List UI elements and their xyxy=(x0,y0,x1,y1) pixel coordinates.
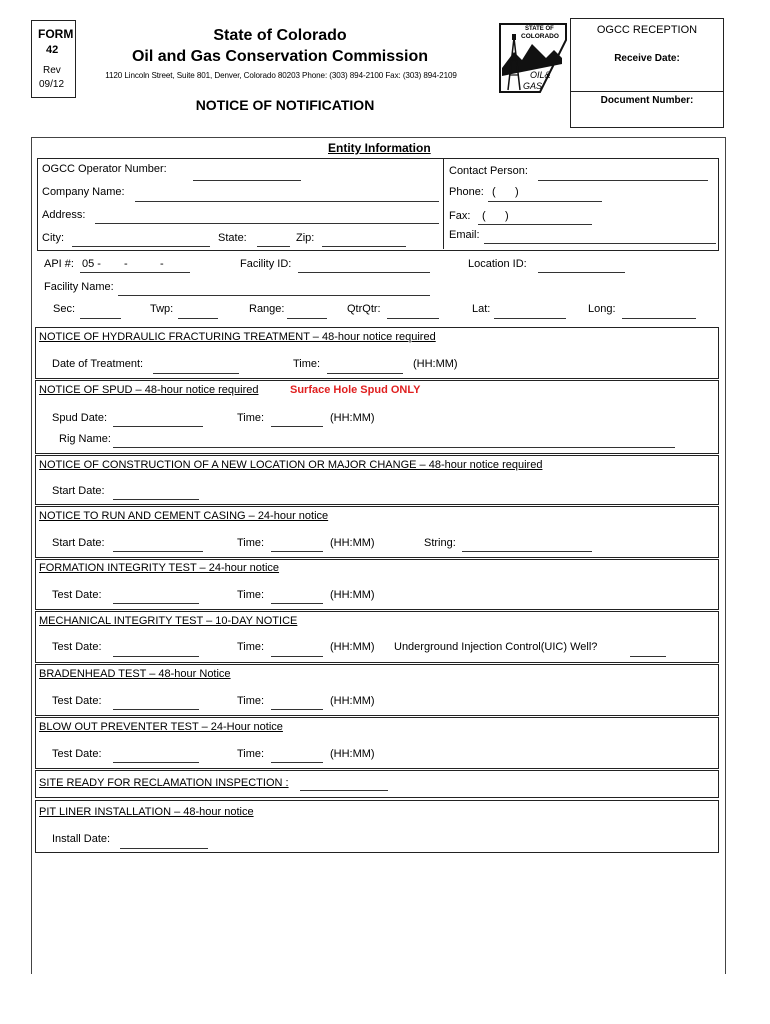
casing-date-label: Start Date: xyxy=(52,537,105,549)
location-id-label: Location ID: xyxy=(468,258,527,270)
rig-name-field[interactable] xyxy=(113,447,675,448)
long-label: Long: xyxy=(588,303,616,315)
pit-date-field[interactable] xyxy=(120,848,208,849)
fax-field[interactable] xyxy=(478,224,592,225)
api-field[interactable] xyxy=(80,272,190,273)
form-number: 42 xyxy=(46,44,59,56)
location-id-field[interactable] xyxy=(538,272,625,273)
bop-time-label: Time: xyxy=(237,748,265,760)
fax-label: Fax: xyxy=(449,210,471,222)
operator-number-field[interactable] xyxy=(193,180,301,181)
logo-oil: OIL& xyxy=(530,70,551,80)
frac-date-field[interactable] xyxy=(153,373,239,374)
api-prefix: 05 - xyxy=(82,258,101,270)
form-number-box xyxy=(31,20,76,98)
mechanical-date-field[interactable] xyxy=(113,656,199,657)
qtrqtr-field[interactable] xyxy=(387,318,439,319)
bradenhead-title: BRADENHEAD TEST – 48-hour Notice xyxy=(39,668,231,680)
uic-well-label: Underground Injection Control(UIC) Well? xyxy=(394,641,598,653)
contact-person-label: Contact Person: xyxy=(449,165,528,177)
logo-state-of: STATE OF xyxy=(525,26,554,32)
zip-field[interactable] xyxy=(322,246,406,247)
reclamation-field[interactable] xyxy=(300,790,388,791)
phone-area-open: ( xyxy=(492,186,496,198)
twp-label: Twp: xyxy=(150,303,174,315)
long-field[interactable] xyxy=(622,318,696,319)
api-dash-1: - xyxy=(124,258,128,270)
email-label: Email: xyxy=(449,229,480,241)
city-field[interactable] xyxy=(72,246,210,247)
facility-name-label: Facility Name: xyxy=(44,281,114,293)
address-field[interactable] xyxy=(95,223,439,224)
rev-date: 09/12 xyxy=(39,79,65,90)
fax-area-close: ) xyxy=(505,210,509,222)
address-label: Address: xyxy=(42,209,86,221)
twp-field[interactable] xyxy=(178,318,218,319)
spud-note: Surface Hole Spud ONLY xyxy=(290,384,421,396)
lat-field[interactable] xyxy=(494,318,566,319)
phone-area-close: ) xyxy=(515,186,519,198)
company-name-label: Company Name: xyxy=(42,186,125,198)
facility-id-field[interactable] xyxy=(298,272,430,273)
range-label: Range: xyxy=(249,303,285,315)
contact-person-field[interactable] xyxy=(538,180,708,181)
reception-divider xyxy=(571,91,723,92)
casing-time-field[interactable] xyxy=(271,551,323,552)
spud-date-field[interactable] xyxy=(113,426,203,427)
frac-time-label: Time: xyxy=(293,358,321,370)
api-label: API #: xyxy=(44,258,74,270)
frac-hhmm: (HH:MM) xyxy=(413,358,458,370)
mechanical-time-field[interactable] xyxy=(271,656,323,657)
ogcc-logo xyxy=(496,20,570,96)
city-label: City: xyxy=(42,232,64,244)
bop-date-label: Test Date: xyxy=(52,748,102,760)
spud-title: NOTICE OF SPUD – 48-hour notice required xyxy=(39,384,259,396)
bop-date-field[interactable] xyxy=(113,762,199,763)
frac-title: NOTICE OF HYDRAULIC FRACTURING TREATMENT – 48-hour notice required xyxy=(39,331,436,343)
construction-title: NOTICE OF CONSTRUCTION OF A NEW LOCATION OR MAJOR CHANGE – 48-hour notice required xyxy=(39,459,543,471)
facility-id-label: Facility ID: xyxy=(240,258,292,270)
bradenhead-time-field[interactable] xyxy=(271,709,323,710)
casing-hhmm: (HH:MM) xyxy=(330,537,375,549)
uic-well-field[interactable] xyxy=(630,656,666,657)
state-title: State of Colorado xyxy=(213,27,347,44)
construction-date-label: Start Date: xyxy=(52,485,105,497)
email-field[interactable] xyxy=(484,243,716,244)
rev-label: Rev xyxy=(43,65,61,76)
phone-field[interactable] xyxy=(488,201,602,202)
receive-date-label: Receive Date: xyxy=(614,53,680,64)
bop-title: BLOW OUT PREVENTER TEST – 24-Hour notice xyxy=(39,721,283,733)
mechanical-date-label: Test Date: xyxy=(52,641,102,653)
facility-name-field[interactable] xyxy=(118,295,430,296)
form-label: FORM xyxy=(38,27,74,41)
operator-number-label: OGCC Operator Number: xyxy=(42,163,167,175)
api-dash-2: - xyxy=(160,258,164,270)
formation-time-label: Time: xyxy=(237,589,265,601)
reception-box xyxy=(570,18,724,128)
spud-date-label: Spud Date: xyxy=(52,412,108,424)
mechanical-time-label: Time: xyxy=(237,641,265,653)
mechanical-hhmm: (HH:MM) xyxy=(330,641,375,653)
bop-time-field[interactable] xyxy=(271,762,323,763)
qtrqtr-label: QtrQtr: xyxy=(347,303,381,315)
company-name-field[interactable] xyxy=(135,201,439,202)
sec-field[interactable] xyxy=(80,318,121,319)
formation-date-label: Test Date: xyxy=(52,589,102,601)
phone-label: Phone: xyxy=(449,186,484,198)
casing-date-field[interactable] xyxy=(113,551,203,552)
zip-label: Zip: xyxy=(296,232,315,244)
entity-divider xyxy=(443,159,444,249)
bop-hhmm: (HH:MM) xyxy=(330,748,375,760)
entity-heading: Entity Information xyxy=(328,141,431,155)
bradenhead-hhmm: (HH:MM) xyxy=(330,695,375,707)
mechanical-title: MECHANICAL INTEGRITY TEST – 10-DAY NOTICE xyxy=(39,615,298,627)
bradenhead-time-label: Time: xyxy=(237,695,265,707)
formation-title: FORMATION INTEGRITY TEST – 24-hour notice xyxy=(39,562,280,574)
rig-name-label: Rig Name: xyxy=(59,433,111,445)
casing-string-label: String: xyxy=(424,537,456,549)
fax-area-open: ( xyxy=(482,210,486,222)
formation-time-field[interactable] xyxy=(271,603,323,604)
frac-time-field[interactable] xyxy=(327,373,403,374)
casing-time-label: Time: xyxy=(237,537,265,549)
bradenhead-date-label: Test Date: xyxy=(52,695,102,707)
formation-date-field[interactable] xyxy=(113,603,199,604)
lat-label: Lat: xyxy=(472,303,491,315)
sec-label: Sec: xyxy=(53,303,76,315)
pit-date-label: Install Date: xyxy=(52,833,111,845)
state-label: State: xyxy=(218,232,247,244)
reclamation-title: SITE READY FOR RECLAMATION INSPECTION : xyxy=(39,777,289,789)
spud-time-label: Time: xyxy=(237,412,265,424)
spud-time-field[interactable] xyxy=(271,426,323,427)
casing-title: NOTICE TO RUN AND CEMENT CASING – 24-hour notice xyxy=(39,510,329,522)
pit-title: PIT LINER INSTALLATION – 48-hour notice xyxy=(39,806,254,818)
logo-colorado: COLORADO xyxy=(521,33,559,40)
range-field[interactable] xyxy=(287,318,327,319)
formation-hhmm: (HH:MM) xyxy=(330,589,375,601)
state-field[interactable] xyxy=(257,246,290,247)
construction-date-field[interactable] xyxy=(113,499,199,500)
document-number-label: Document Number: xyxy=(600,95,694,106)
page-title: NOTICE OF NOTIFICATION xyxy=(195,97,375,113)
commission-address: 1120 Lincoln Street, Suite 801, Denver, Colorado 80203 Phone: (303) 894-2100 Fax: (303) 894-2109 xyxy=(105,71,457,80)
spud-hhmm: (HH:MM) xyxy=(330,412,375,424)
bradenhead-date-field[interactable] xyxy=(113,709,199,710)
logo-gas: GAS xyxy=(523,81,543,91)
casing-string-field[interactable] xyxy=(462,551,592,552)
frac-date-label: Date of Treatment: xyxy=(52,358,144,370)
commission-title: Oil and Gas Conservation Commission xyxy=(131,48,429,65)
reception-title: OGCC RECEPTION xyxy=(596,24,698,36)
